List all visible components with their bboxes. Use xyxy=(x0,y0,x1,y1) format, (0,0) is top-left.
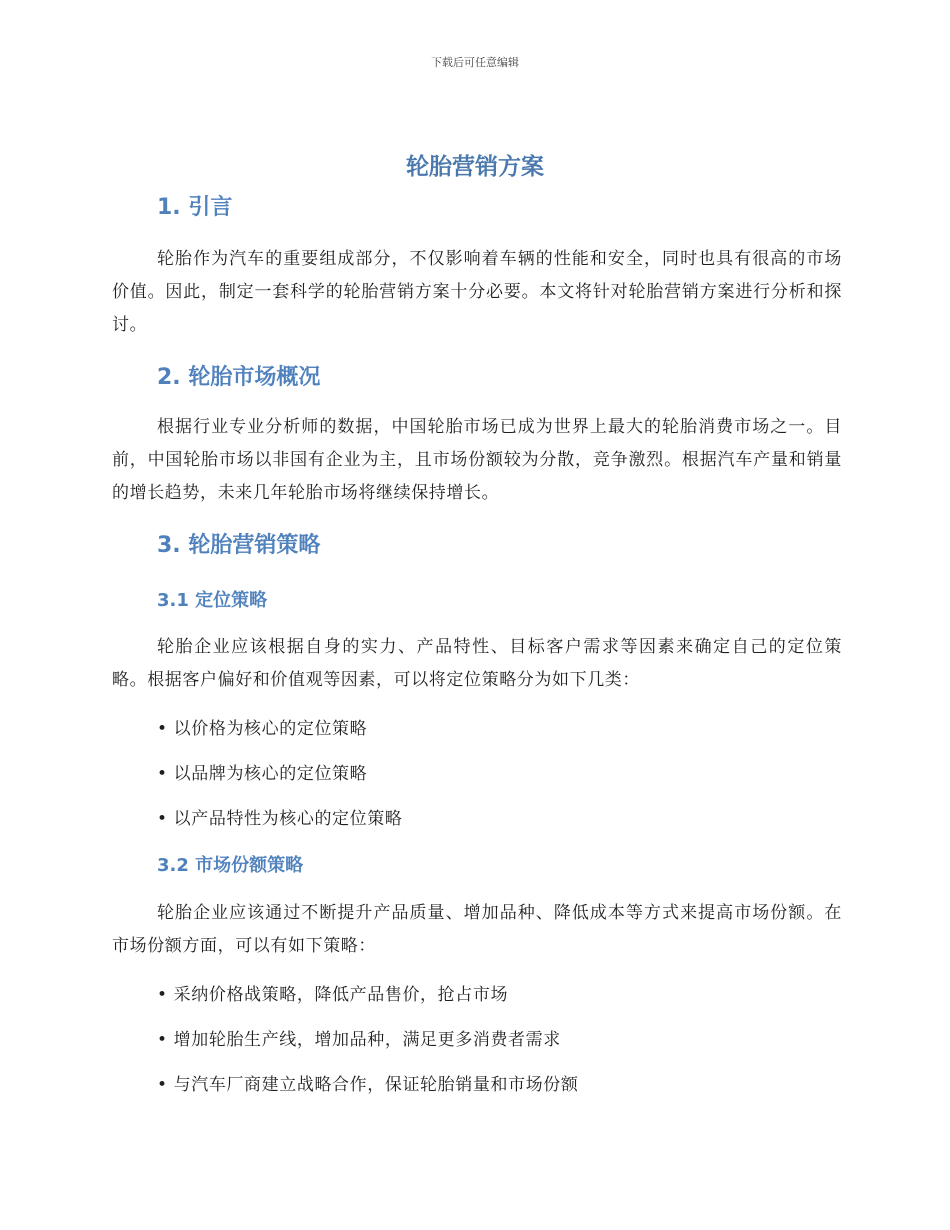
list-item xyxy=(157,1070,578,1095)
list-item-text: 采纳价格战策略，降低产品售价，抢占市场 xyxy=(173,985,509,1005)
section-heading-introduction: 1. 引言 xyxy=(157,195,233,220)
list-item-text: 增加轮胎生产线，增加品种，满足更多消费者需求 xyxy=(173,1030,561,1050)
bullet-icon: • xyxy=(157,809,168,829)
list-item-text: 以产品特性为核心的定位策略 xyxy=(173,809,403,829)
section-heading-market-overview: 2. 轮胎市场概况 xyxy=(157,365,321,390)
subsection-paragraph-market-share: 轮胎企业应该通过不断提升产品质量、增加品种、降低成本等方式来提高市场份额。在市场份额方面，可以有如下策略： xyxy=(112,903,842,956)
bullet-icon: • xyxy=(157,719,168,739)
bullet-icon: • xyxy=(157,764,168,784)
list-item xyxy=(157,714,367,739)
subsection-heading-market-share: 3.2 市场份额策略 xyxy=(157,855,304,876)
list-item xyxy=(157,804,402,829)
bullet-icon: • xyxy=(157,985,168,1005)
section-heading-marketing-strategy: 3. 轮胎营销策略 xyxy=(157,533,321,558)
list-item-text: 与汽车厂商建立战略合作，保证轮胎销量和市场份额 xyxy=(173,1075,579,1095)
subsection-heading-positioning: 3.1 定位策略 xyxy=(157,590,268,611)
subsection-paragraph-positioning: 轮胎企业应该根据自身的实力、产品特性、目标客户需求等因素来确定自己的定位策略。根据客户偏好和价值观等因素，可以将定位策略分为如下几类： xyxy=(112,637,842,690)
section-paragraph-market-overview: 根据行业专业分析师的数据，中国轮胎市场已成为世界上最大的轮胎消费市场之一。目前，中国轮胎市场以非国有企业为主，且市场份额较为分散，竞争激烈。根据汽车产量和销量的增长趋势，未来几年轮胎市场将继续保持增长。 xyxy=(112,417,842,503)
document-title: 轮胎营销方案 xyxy=(406,154,544,180)
page-header-note: 下载后可任意编辑 xyxy=(431,56,519,69)
section-paragraph-introduction: 轮胎作为汽车的重要组成部分，不仅影响着车辆的性能和安全，同时也具有很高的市场价值。因此，制定一套科学的轮胎营销方案十分必要。本文将针对轮胎营销方案进行分析和探讨。 xyxy=(112,249,842,335)
list-item xyxy=(157,1025,561,1050)
list-item xyxy=(157,759,367,784)
bullet-icon: • xyxy=(157,1075,168,1095)
list-item xyxy=(157,980,508,1005)
list-item-text: 以价格为核心的定位策略 xyxy=(173,719,368,739)
bullet-icon: • xyxy=(157,1030,168,1050)
list-item-text: 以品牌为核心的定位策略 xyxy=(173,764,368,784)
